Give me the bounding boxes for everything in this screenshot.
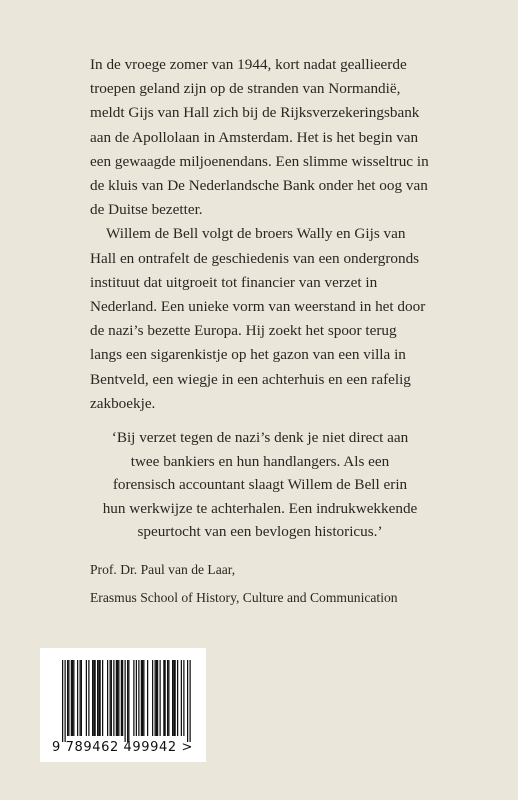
barcode-bar (125, 660, 126, 742)
endorsement-quote: ‘Bij verzet tegen de nazi’s denk je niet direct aan twee bankiers en hun handlangers. Als een forensisch accountant slaagt Willem de Bell erin hun werkwijze te achterhalen. Een indrukwekkende speurtocht van een bevlogen historicus.’ (102, 429, 418, 540)
barcode-bar (122, 660, 123, 736)
barcode-bar (93, 660, 94, 736)
barcode-bar (102, 660, 103, 736)
barcode-bar (143, 660, 144, 736)
barcode-bar (116, 660, 117, 736)
isbn-barcode (40, 648, 206, 762)
barcode-bar (95, 660, 96, 736)
barcode-bar (72, 660, 73, 736)
barcode-bar (168, 660, 169, 736)
barcode-bar (62, 660, 63, 742)
barcode-bar (77, 660, 78, 736)
endorser-affiliation: Erasmus School of History, Culture and Communication (90, 590, 398, 605)
barcode-bar (100, 660, 101, 736)
isbn-digits: 9 789462 499942 > (52, 740, 194, 755)
barcode-bar (88, 660, 89, 736)
barcode-bar (92, 660, 93, 736)
barcode-bar (133, 660, 134, 736)
barcode-bar (175, 660, 176, 736)
barcode-bar (156, 660, 157, 736)
barcode-bar (160, 660, 161, 736)
blurb-paragraph-2: Willem de Bell volgt de broers Wally en Gijs van Hall en ontrafelt de geschiedenis van een ondergronds instituut dat uitgroeit tot financier van verzet in Nederland. Een unieke vorm van weerstand in het door de nazi’s bezette Europa. Hij zoekt het spoor terug langs een sigarenkistje op het gazon van een villa in Bentveld, een wiegje in een achterhuis en een rafelig zakboekje. (90, 225, 426, 412)
barcode-bar (86, 660, 87, 736)
endorser-name: Prof. Dr. Paul van de Laar, (90, 562, 236, 577)
barcode-bar (138, 660, 139, 736)
barcode-bar (183, 660, 184, 736)
barcode-bar (111, 660, 112, 736)
barcode-bar (107, 660, 108, 736)
barcode-bar (118, 660, 119, 736)
barcode-bar (187, 660, 188, 742)
barcode-bar (113, 660, 114, 736)
barcode-bar (110, 660, 111, 736)
barcode-bar (152, 660, 153, 736)
barcode-bar (142, 660, 143, 736)
barcode-bar (167, 660, 168, 736)
barcode-bar (127, 660, 128, 742)
barcode-bar (117, 660, 118, 736)
barcode-bar (136, 660, 137, 736)
barcode-bar (73, 660, 74, 736)
blurb-paragraph-1: In de vroege zomer van 1944, kort nadat geallieerde troepen geland zijn op de stranden van Normandië, meldt Gijs van Hall zich bij de Rijksverzekeringsbank aan de Apollolaan in Amsterdam. Het is het begin van een gewaagde miljoenendans. Een slimme wisseltruc in de kluis van De Nederlandsche Bank onder het oog van de Duitse bezetter. (90, 56, 429, 219)
barcode-bar (165, 660, 166, 736)
barcode-bar (163, 660, 164, 736)
barcode-bar (121, 660, 122, 736)
barcode-bar (147, 660, 148, 736)
barcode-bar (172, 660, 173, 736)
barcode-bar (128, 660, 129, 742)
blurb-text (90, 53, 430, 416)
barcode-bar (155, 660, 156, 736)
barcode-bar (190, 660, 191, 742)
barcode-bar (98, 660, 99, 736)
barcode-bar (81, 660, 82, 736)
barcode-bar (71, 660, 72, 736)
barcode-bar (177, 660, 178, 736)
barcode-bar (141, 660, 142, 736)
barcode-bar (67, 660, 68, 736)
barcode-bar (65, 660, 66, 742)
barcode-bar (97, 660, 98, 736)
barcode-bar (173, 660, 174, 736)
barcode-bar (157, 660, 158, 736)
endorsement-attribution (90, 560, 470, 616)
barcode-bar (68, 660, 69, 736)
barcode-bar (181, 660, 182, 736)
barcode-bar (80, 660, 81, 736)
